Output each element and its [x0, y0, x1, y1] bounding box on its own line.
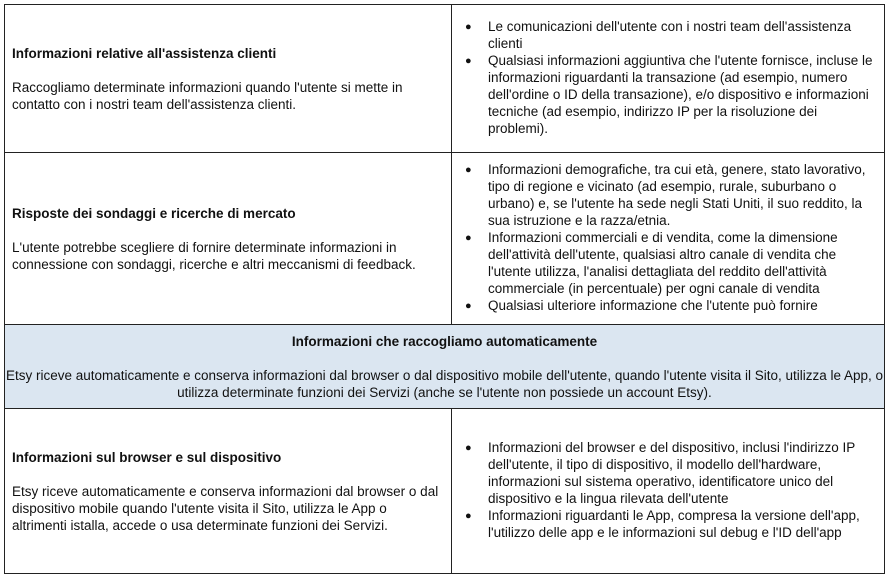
- row-right-cell: [452, 409, 885, 574]
- section-band: [5, 325, 885, 409]
- row-right-cell: [452, 153, 885, 325]
- list-item: ● Informazioni demografiche, tra cui età, genere, stato lavorativo, tipo di regione e vicinato (ad esempio, rurale, suburbano o urbano) e, se l'utente ha sede negli Stati Uniti, il suo reddito, la sua istruzione e la razza/etnia.: [462, 162, 878, 230]
- bullet-list: [462, 162, 878, 314]
- table-row-browser-device: [5, 409, 885, 574]
- list-item: ● Informazioni riguardanti le App, compresa la versione dell'app, l'utilizzo delle app e le informazioni sul debug e l'ID dell'app: [462, 508, 878, 542]
- row-description: L'utente potrebbe scegliere di fornire determinate informazioni in connessione con sondaggi, ricerche e altri meccanismi di feedback.: [12, 239, 416, 272]
- table-row-surveys: [5, 153, 885, 325]
- row-title: Informazioni sul browser e sul dispositivo: [12, 449, 282, 465]
- row-title: Risposte dei sondaggi e ricerche di mercato: [12, 205, 296, 221]
- list-item: ● Informazioni del browser e del dispositivo, inclusi l'indirizzo IP dell'utente, il tipo di dispositivo, il modello dell'hardware, informazioni sul sistema operativo, identificatore unico del dispositivo e la lingua rilevata dell'utente: [462, 440, 878, 508]
- list-item: ● Le comunicazioni dell'utente con i nostri team dell'assistenza clienti: [462, 19, 878, 53]
- list-item: ● Qualsiasi informazioni aggiuntiva che l'utente fornisce, incluse le informazioni riguardanti la transazione (ad esempio, numero dell'ordine o ID della transazione), e/o dispositivo e informazioni tecniche (ad esempio, indirizzo IP per la risoluzione dei problemi).: [462, 53, 878, 138]
- table-section-header: [5, 325, 885, 409]
- privacy-info-table: [4, 4, 885, 574]
- row-left-cell: [5, 153, 452, 325]
- section-description: Etsy riceve automaticamente e conserva informazioni dal browser o dal dispositivo mobile dell'utente, quando l'utente visita il Sito, utilizza le App, o utilizza determinate funzioni dei Servizi (anche se l'utente non possiede un account Etsy).: [5, 367, 884, 400]
- bullet-list: [462, 19, 878, 137]
- list-item: ● Qualsiasi ulteriore informazione che l'utente può fornire: [462, 298, 878, 315]
- row-left-cell: [5, 409, 452, 574]
- list-item: ● Informazioni commerciali e di vendita, come la dimensione dell'attività dell'utente, qualsiasi altro canale di vendita che l'utente utilizza, l'analisi dettagliata del reddito dell'attività commerciale (in percentuale) per ogni canale di vendita: [462, 230, 878, 298]
- row-description: Raccogliamo determinate informazioni quando l'utente si mette in contatto con i nostri team dell'assistenza clienti.: [12, 79, 403, 112]
- section-title: Informazioni che raccogliamo automaticamente: [291, 333, 598, 349]
- table-row-customer-support: [5, 5, 885, 153]
- row-right-cell: [452, 5, 885, 153]
- row-title: Informazioni relative all'assistenza clienti: [12, 45, 277, 61]
- row-left-cell: [5, 5, 452, 153]
- row-description: Etsy riceve automaticamente e conserva informazioni dal browser o dal dispositivo mobile quando l'utente visita il Sito, utilizza le App o altrimenti istalla, accede o usa determinate funzioni dei Servizi.: [12, 483, 439, 533]
- bullet-list: [462, 440, 878, 541]
